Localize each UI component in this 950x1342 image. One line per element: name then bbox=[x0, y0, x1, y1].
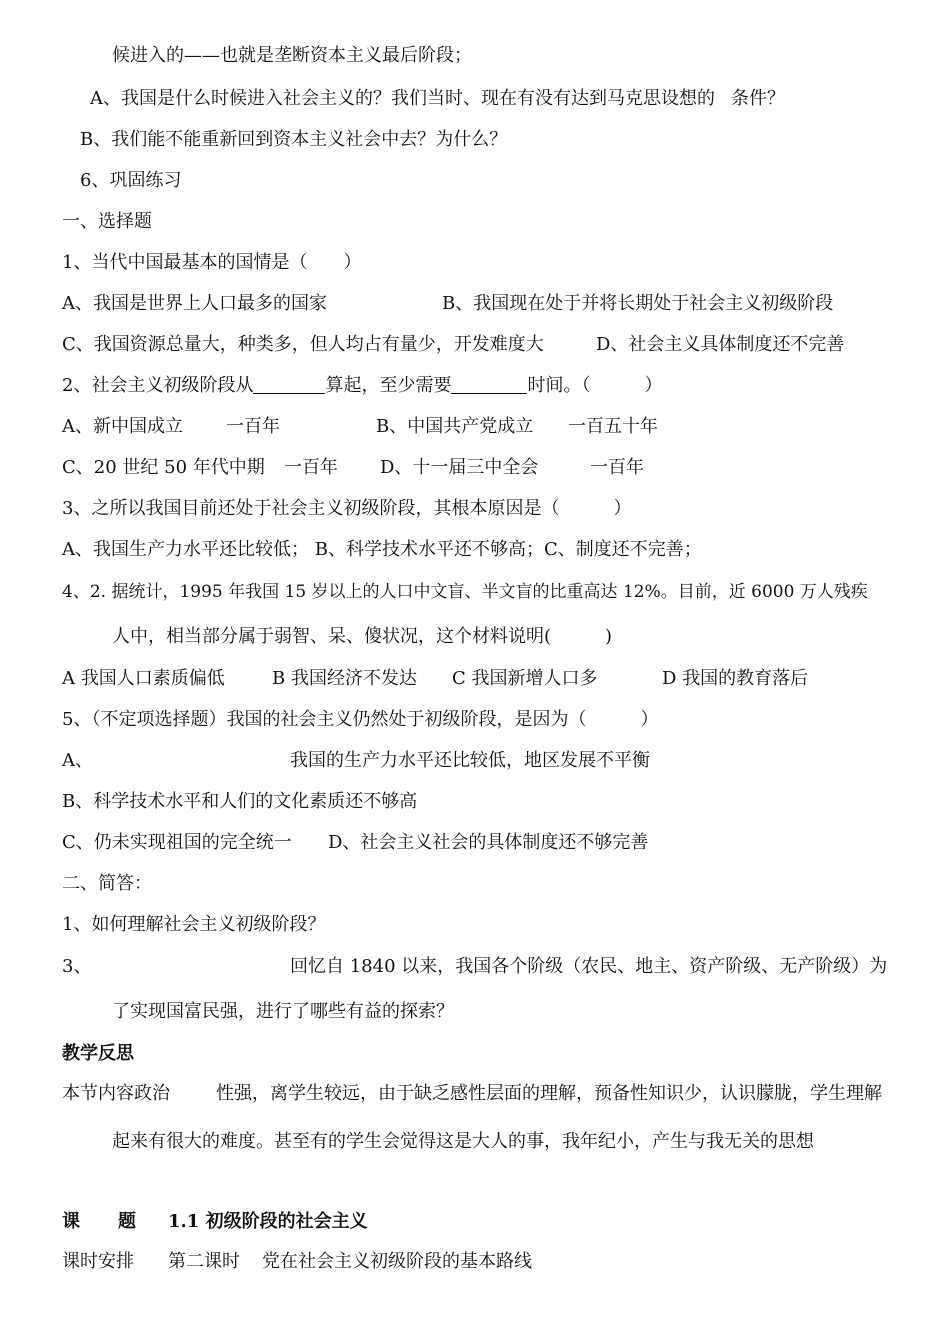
question-2 bbox=[62, 374, 662, 398]
question-1: 1、当代中国最基本的国情是（ ） bbox=[62, 252, 362, 273]
fill-blank bbox=[451, 375, 527, 394]
answer-option: A、 bbox=[62, 750, 93, 771]
answer-option: B、科学技术水平和人们的文化素质还不够高 bbox=[62, 791, 418, 812]
question-b: B、我们能不能重新回到资本主义社会中去？为什么？ bbox=[80, 129, 508, 150]
answer-option: A 我国人口素质偏低 bbox=[62, 668, 225, 689]
lesson-title-label: 课 bbox=[62, 1211, 80, 1232]
fill-blank bbox=[253, 375, 325, 394]
question-2-part: 2、社会主义初级阶段从 bbox=[62, 375, 254, 396]
answer-option: D、社会主义具体制度还不完善 bbox=[596, 334, 845, 355]
schedule-period: 第二课时 bbox=[168, 1251, 240, 1272]
question-3: 3、之所以我国目前还处于社会主义初级阶段，其根本原因是（ ） bbox=[62, 498, 632, 519]
answer-option: 一百年 bbox=[226, 416, 280, 437]
question-2-part: 算起，至少需要 bbox=[325, 375, 452, 396]
answer-option: C、仍未实现祖国的完全统一 bbox=[62, 832, 292, 853]
lesson-title-label: 题 bbox=[118, 1211, 136, 1232]
section-heading: 6、巩固练习 bbox=[80, 170, 182, 191]
question-5: 5、（不定项选择题）我国的社会主义仍然处于初级阶段，是因为（ ） bbox=[62, 709, 659, 730]
short-answer-3: 回忆自 1840 以来，我国各个阶级（农民、地主、资产阶级、无产阶级）为 bbox=[290, 956, 888, 977]
question-a-text: A、我国是什么时候进入社会主义的？我们当时、现在有没有达到马克思设想的 bbox=[90, 88, 715, 109]
answer-option: C、我国资源总量大，种类多，但人均占有量少，开发难度大 bbox=[62, 334, 544, 355]
question-4: 4、2. 据统计，1995 年我国 15 岁以上的人口中文盲、半文盲的比重高达 12%。目前，近 6000 万人残疾 bbox=[62, 582, 868, 602]
answer-options: A、我国生产力水平还比较低； B、科学技术水平还不够高；C、制度还不完善； bbox=[62, 539, 702, 560]
answer-option: B、中国共产党成立 bbox=[376, 416, 534, 437]
answer-option: D、十一届三中全会 bbox=[380, 457, 539, 478]
answer-option: C、20 世纪 50 年代中期 bbox=[62, 457, 265, 478]
short-answer-1: 1、如何理解社会主义初级阶段？ bbox=[62, 914, 326, 935]
answer-option: 我国的生产力水平还比较低，地区发展不平衡 bbox=[290, 750, 650, 771]
answer-option: A、我国是世界上人口最多的国家 bbox=[62, 293, 327, 314]
short-answer-3-num: 3、 bbox=[62, 956, 92, 977]
answer-option: 一百年 bbox=[590, 457, 644, 478]
short-answer-3-cont: 了实现国富民强，进行了哪些有益的探索？ bbox=[112, 1001, 454, 1022]
answer-option: D、社会主义社会的具体制度还不够完善 bbox=[328, 832, 649, 853]
question-a-tail: 条件？ bbox=[731, 88, 785, 109]
section-heading: 一、选择题 bbox=[62, 211, 152, 232]
text-line: 候进入的——也就是垄断资本主义最后阶段； bbox=[112, 45, 472, 66]
schedule-topic: 党在社会主义初级阶段的基本路线 bbox=[262, 1251, 532, 1272]
answer-option: B、我国现在处于并将长期处于社会主义初级阶段 bbox=[442, 293, 834, 314]
question-a bbox=[90, 87, 785, 111]
reflection-text-cont: 起来有很大的难度。甚至有的学生会觉得这是大人的事，我年纪小，产生与我无关的思想 bbox=[112, 1131, 814, 1152]
answer-option: A、新中国成立 bbox=[62, 416, 183, 437]
answer-option: 一百五十年 bbox=[568, 416, 658, 437]
answer-option: 一百年 bbox=[284, 457, 338, 478]
reflection-text: 性强，离学生较远，由于缺乏感性层面的理解，预备性知识少，认识朦胧，学生理解 bbox=[216, 1083, 882, 1104]
section-heading: 二、简答： bbox=[62, 873, 152, 894]
question-4-cont: 人中，相当部分属于弱智、呆、傻状况，这个材料说明( ) bbox=[112, 626, 613, 647]
question-2-part: 时间。（ ） bbox=[527, 375, 663, 396]
answer-option: D 我国的教育落后 bbox=[662, 668, 809, 689]
answer-option: C 我国新增人口多 bbox=[452, 668, 598, 689]
lesson-title: 1.1 初级阶段的社会主义 bbox=[168, 1211, 368, 1232]
reflection-start: 本节内容政治 bbox=[62, 1083, 170, 1104]
schedule-label: 课时安排 bbox=[62, 1251, 134, 1272]
reflection-heading: 教学反思 bbox=[62, 1043, 134, 1064]
answer-option: B 我国经济不发达 bbox=[272, 668, 417, 689]
